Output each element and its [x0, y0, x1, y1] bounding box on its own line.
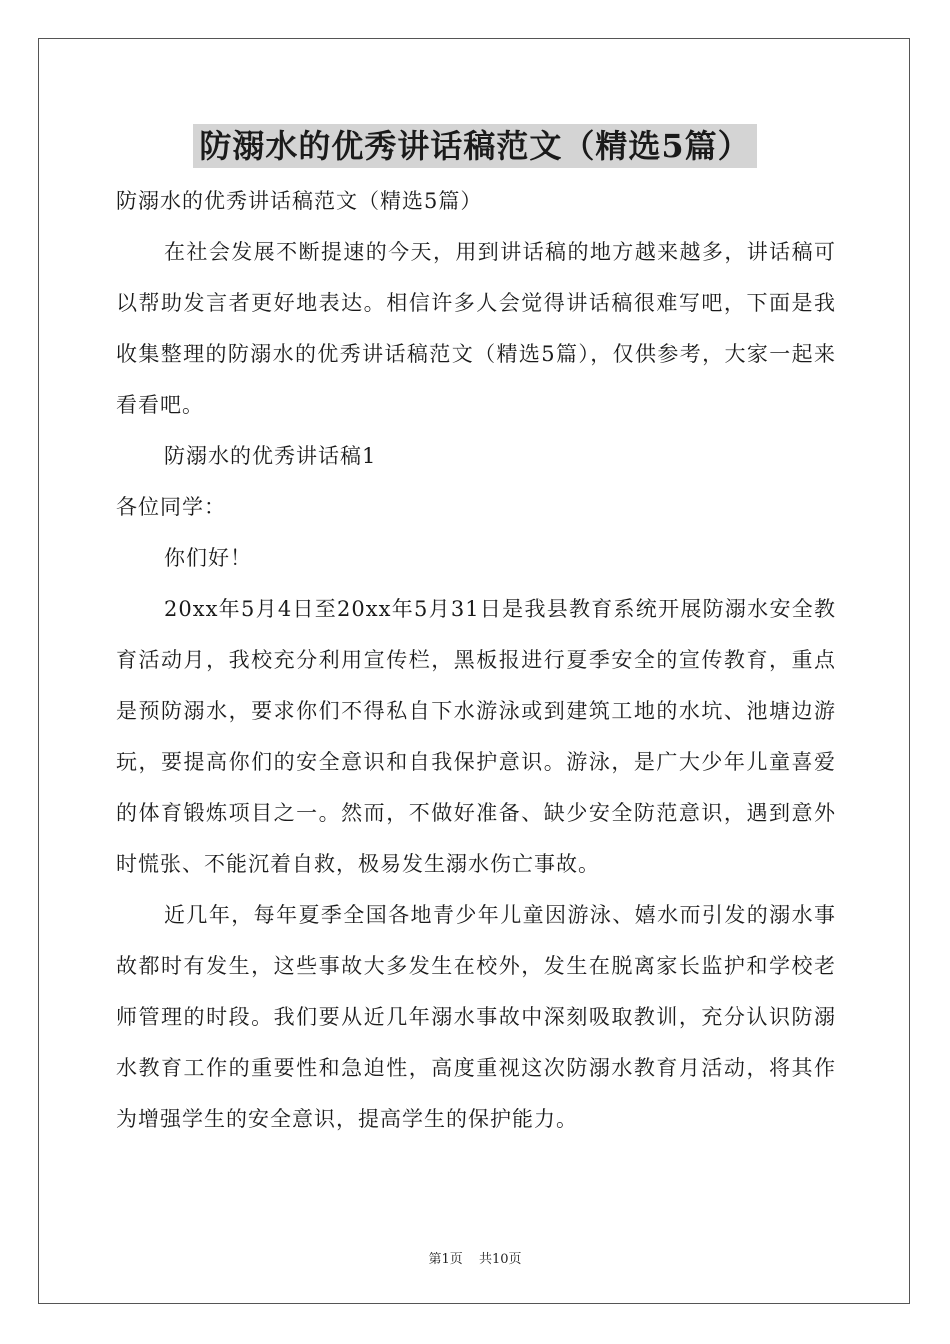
intro-paragraph: 在社会发展不断提速的今天，用到讲话稿的地方越来越多，讲话稿可以帮助发言者更好地表达。相信许多人会觉得讲话稿很难写吧，下面是我收集整理的防溺水的优秀讲话稿范文（精选5篇），仅供参考，大家一起来看看吧。 — [116, 240, 836, 417]
subtitle-line: 防溺水的优秀讲话稿范文（精选5篇） — [116, 189, 483, 213]
page-number: 第1页 — [428, 1252, 463, 1267]
body-paragraph: 20xx年5月4日至20xx年5月31日是我县教育系统开展防溺水安全教育活动月，我校充分利用宣传栏，黑板报进行夏季安全的宣传教育，重点是预防溺水，要求你们不得私自下水游泳或到建筑工地的水坑、池塘边游玩，要提高你们的安全意识和自我保护意识。游泳，是广大少年儿童喜爱的体育锻炼项目之一。然而，不做好准备、缺少安全防范意识，遇到意外时慌张、不能沉着自救，极易发生溺水伤亡事故。 — [116, 597, 836, 876]
section-heading: 防溺水的优秀讲话稿1 — [164, 444, 377, 468]
body-paragraph: 近几年，每年夏季全国各地青少年儿童因游泳、嬉水而引发的溺水事故都时有发生，这些事故大多发生在校外，发生在脱离家长监护和学校老师管理的时段。我们要从近几年溺水事故中深刻吸取教训，充分认识防溺水教育工作的重要性和急迫性，高度重视这次防溺水教育月活动，将其作为增强学生的安全意识，提高学生的保护能力。 — [116, 903, 836, 1131]
title-wrap — [0, 124, 950, 168]
salutation: 各位同学： — [116, 495, 226, 519]
document-title: 防溺水的优秀讲话稿范文（精选5篇） — [193, 124, 756, 168]
page-footer — [0, 1248, 950, 1267]
greeting: 你们好！ — [164, 546, 252, 570]
page-total: 共10页 — [478, 1252, 522, 1267]
document-body — [116, 176, 836, 1145]
